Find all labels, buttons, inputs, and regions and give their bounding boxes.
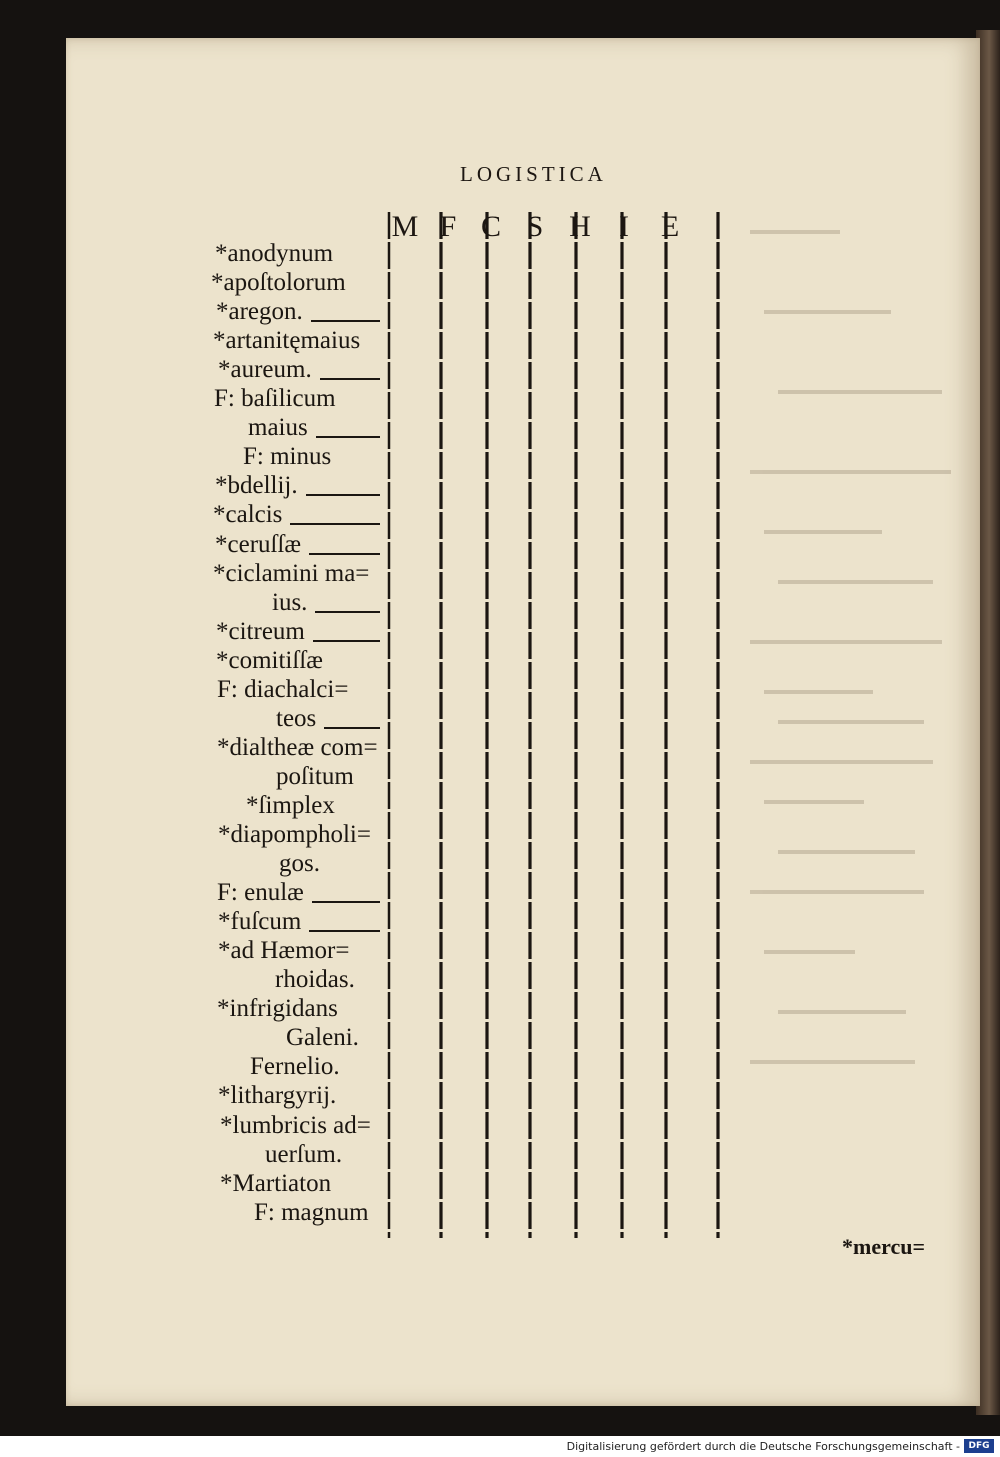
entry-text: *aregon. bbox=[216, 298, 303, 326]
entry-text: *fuſcum bbox=[218, 908, 302, 936]
entry-text: F: enulæ bbox=[217, 879, 304, 907]
entry-text: Fernelio. bbox=[250, 1053, 340, 1081]
column-header-i: I bbox=[619, 210, 629, 243]
entry-text: *bdellij. bbox=[215, 472, 298, 500]
entry-dash bbox=[306, 494, 380, 496]
footer-credit: Digitalisierung gefördert durch die Deutsche Forschungsgemeinschaft - bbox=[566, 1440, 960, 1453]
entry-text: *comitiſſæ bbox=[216, 646, 323, 674]
entry-text: *ceruſſæ bbox=[215, 530, 302, 558]
entry-text: *lumbricis ad= bbox=[220, 1111, 371, 1139]
column-header-e: E bbox=[660, 210, 680, 243]
entry-dash bbox=[316, 436, 380, 438]
entry-dash bbox=[309, 553, 380, 555]
catchword: *mercu= bbox=[842, 1234, 925, 1259]
entry-dash bbox=[290, 523, 380, 525]
entry-text: *ciclamini ma= bbox=[213, 559, 370, 587]
entry-dash bbox=[320, 378, 380, 380]
entry-text: teos bbox=[276, 704, 317, 732]
entry-dash bbox=[311, 320, 380, 322]
entry-dash bbox=[313, 640, 380, 642]
entry-text: *dialtheæ com= bbox=[217, 733, 378, 761]
entry-text: *anodynum bbox=[215, 240, 334, 267]
entry-text: *citreum bbox=[216, 617, 305, 645]
entry-text: rhoidas. bbox=[275, 966, 355, 994]
entry-dash bbox=[312, 901, 380, 903]
entry-dash bbox=[315, 611, 380, 613]
column-header-h: H bbox=[569, 210, 591, 243]
entry-dash bbox=[324, 727, 380, 729]
entry-text: *ſimplex bbox=[246, 791, 335, 819]
entry-text: *apoſtolorum bbox=[211, 269, 346, 297]
entry-text: poſitum bbox=[276, 762, 354, 790]
entry-text: F: magnum bbox=[254, 1198, 369, 1226]
column-header-f: F bbox=[439, 210, 457, 243]
entry-text: *lithargyrij. bbox=[218, 1082, 337, 1110]
entry-text: F: minus bbox=[243, 443, 332, 471]
entry-text: Galeni. bbox=[286, 1024, 359, 1052]
column-header-s: S bbox=[526, 210, 544, 243]
entry-text: *infrigidans bbox=[217, 995, 338, 1023]
entry-text: F: baſilicum bbox=[214, 385, 336, 413]
running-head: LOGISTICA bbox=[460, 162, 607, 186]
entry-text: maius bbox=[248, 414, 308, 442]
entry-text: F: diachalci= bbox=[217, 675, 349, 703]
dfg-logo: DFG bbox=[964, 1439, 994, 1453]
entry-text: uerſum. bbox=[265, 1140, 343, 1168]
column-header-m: M bbox=[391, 210, 419, 243]
entry-text: *artanitęmaius bbox=[213, 327, 361, 355]
entry-text: *Martiaton bbox=[220, 1169, 332, 1197]
entry-text: ius. bbox=[272, 588, 308, 616]
entry-text: gos. bbox=[279, 850, 320, 878]
digitization-footer bbox=[0, 1436, 1000, 1457]
entry-text: *calcis bbox=[213, 501, 283, 529]
entry-dash bbox=[309, 930, 380, 932]
entry-text: *aureum. bbox=[218, 356, 312, 384]
entry-text: *diapompholi= bbox=[218, 821, 371, 848]
column-header-c: C bbox=[480, 210, 501, 243]
entry-text: *ad Hæmor= bbox=[218, 937, 350, 965]
